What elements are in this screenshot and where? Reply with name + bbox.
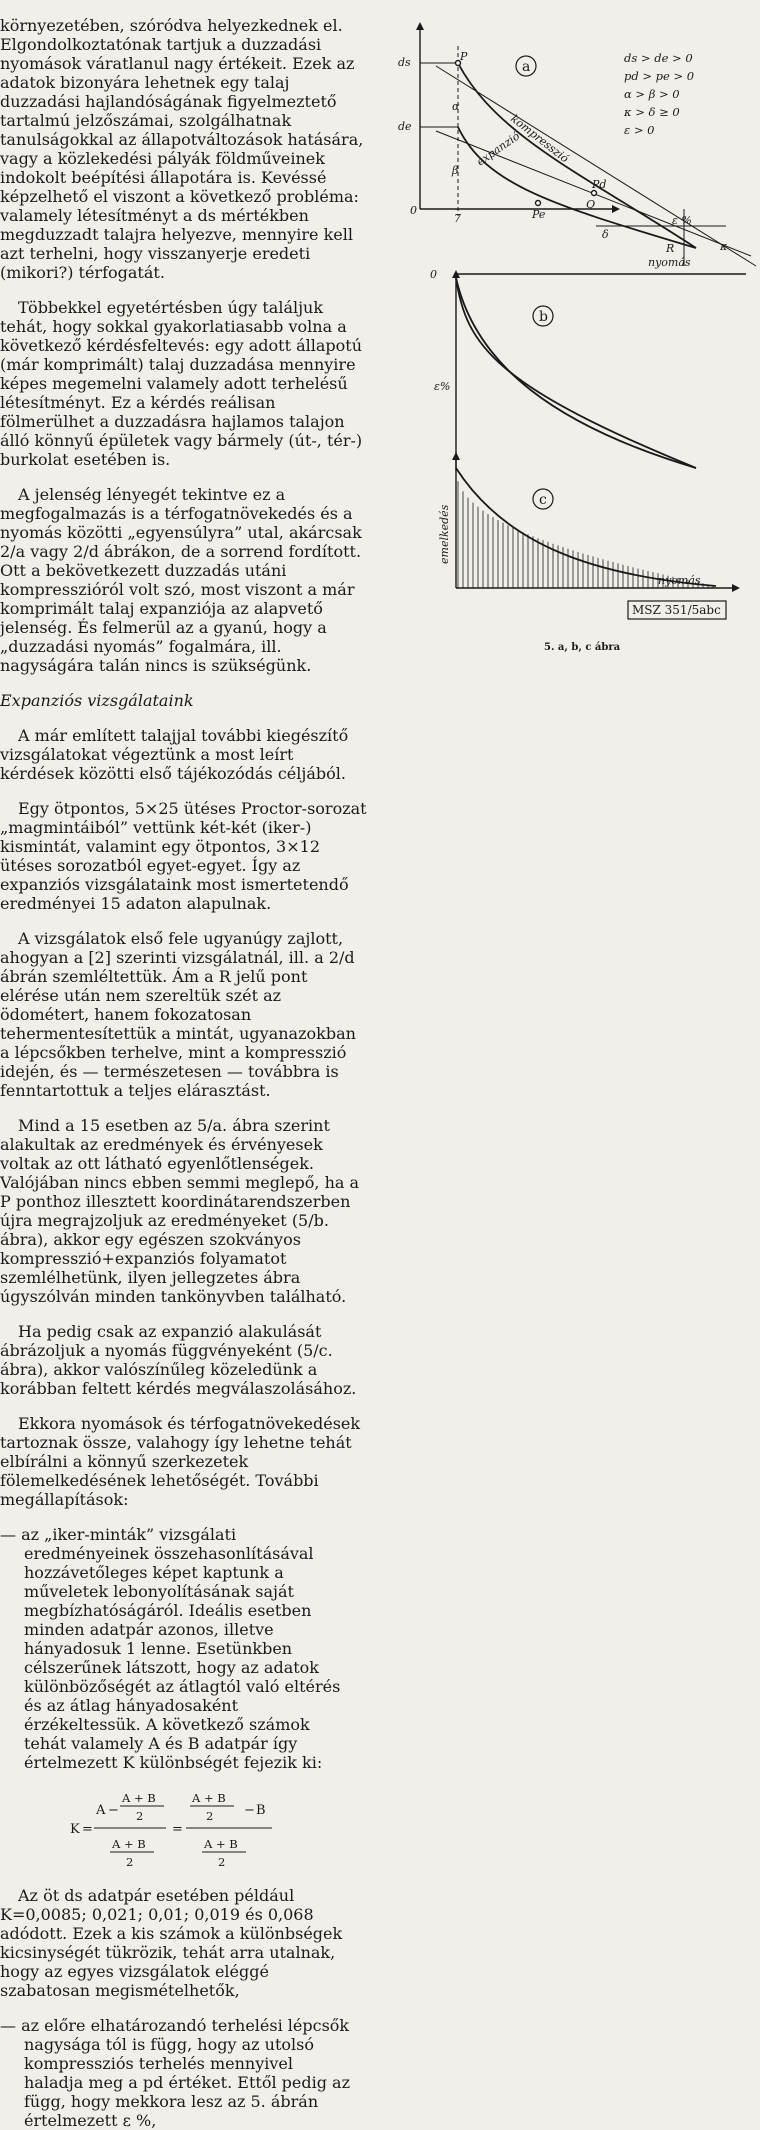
- pe-label: Pe: [532, 208, 546, 221]
- formula-sum-4: A + B: [204, 1837, 238, 1851]
- b-expansion-curve: [456, 278, 696, 468]
- c-x-arrow: [732, 584, 740, 592]
- delta-label: δ: [602, 228, 609, 241]
- b-origin-label: 0: [430, 268, 437, 281]
- formula-b: B: [256, 1803, 266, 1818]
- seven-label: 7: [454, 212, 461, 225]
- formula-k: K: [70, 1822, 80, 1837]
- panel-b-label: b: [539, 309, 548, 325]
- q-label: Q: [586, 198, 596, 211]
- kompresszio-label: kompresszió: [508, 112, 572, 166]
- formula-a-1: A: [96, 1803, 106, 1818]
- nyomas-label-a: nyomás: [648, 256, 691, 269]
- a-x-arrow: [612, 205, 620, 213]
- msz-label: MSZ 351/5abc: [632, 603, 721, 617]
- k-formula: [0, 1788, 354, 1870]
- c-y-arrow: [452, 452, 460, 460]
- formula-two-4: 2: [218, 1855, 226, 1869]
- formula-sum-3: A + B: [192, 1791, 226, 1805]
- formula-two-3: 2: [206, 1809, 214, 1823]
- expanzio-label: expanzió: [474, 129, 523, 169]
- left-paragraph-8: Mind a 15 esetben az 5/a. ábra szerint alakultak az eredmények és érvényesek voltak az ott látható egyenlőtlenségek. Valójában nincs ebben semmi meglepő, ha a P ponthoz illesztett koordinátarendszerben újra megrajzoljuk az eredményeket (5/b. ábra), akkor egy egészen szokványos kompresszió+expanziós folyamatot szemlélhetünk, ilyen jellegzetes ábra úgyszólván minden tankönyvben található.: [0, 1116, 360, 1306]
- left-paragraph-6: Egy ötpontos, 5×25 ütéses Proctor-sorozat „magmintáiból” vettünk két-két (iker-) kismintát, valamint egy ötpontos, 3×12 ütéses sorozatból egyet-egyet. Így az expanziós vizsgálataink most ismertetendő eredményei 15 adaton alapulnak.: [0, 799, 367, 913]
- panel-c-label: c: [539, 492, 547, 508]
- de-label: de: [398, 120, 412, 133]
- pd-label: Pd: [592, 178, 607, 191]
- left-paragraph-3: A jelenség lényegét tekintve ez a megfogalmazás is a térfogatnövekedés és a nyomás közötti „egyensúlyra” utal, akárcsak 2/a vagy 2/d ábrákon, de a sorrend fordított. Ott a bekövetkezett duzzadás utáni kompresszióról volt szó, most viszont a már komprimált talaj expanziója az alapvető jelenség. És felmerül az a gyanú, hogy a „duzzadási nyomás” fogalmára, ill. nagyságára talán nincs is szükségünk.: [0, 485, 362, 675]
- inequality-2: pd > pe > 0: [624, 69, 695, 83]
- origin-label: 0: [410, 204, 417, 217]
- right-paragraph-1: — az „iker-minták” vizsgálati eredményeinek összehasonlításával hozzávetőleges képet kaptunk a műveletek lebonyolításának saját megbízhatóságáról. Ideális esetben minden adatpár azonos, illetve hányadosuk 1 lenne. Esetünkben célszerűnek látszott, hogy az adatok különbözőségét az átlagtól való eltérés és az átlag hányadosaként érzékeltessük. A következő számok tehát valamely A és B adatpár így értelmezett K különbségét fejezik ki:: [0, 1525, 341, 1772]
- left-paragraph-1: környezetében, szóródva helyezkednek el. Elgondolkoztatónak tartjuk a duzzadási nyomások váratlanul nagy értékeit. Ezek az adatok bizonyára lehetnek egy talaj duzzadási hajlandóságának figyelmeztető tartalmú jelzőszámai, szolgálhatnak tanulságokkal az állapotváltozások hatására, vagy a közlekedési pályák földműveinek indokolt beépítési állapotára is. Kevéssé képzelhető el viszont a következő probléma: valamely létesítményt a ds mértékben megduzzadt talajra helyezve, mennyire kell azt terhelni, hogy visszanyerje eredeti (mikori?) térfogatát.: [0, 16, 364, 282]
- inequalities: [623, 51, 694, 137]
- c-hatching: [458, 481, 713, 588]
- figure-svg: [396, 16, 760, 656]
- left-paragraph-2: Többekkel egyetértésben úgy találjuk tehát, hogy sokkal gyakorlatiasabb volna a következő kérdésfeltevés: egy adott állapotú (már komprimált) talaj duzzadása mennyire képes megemelni valamely adott terhelésű létesítményt. Ez a kérdés reálisan fölmerülhet a duzzadásra hajlamos talajon álló könnyű épületek vagy bármely (út-, tér-) burkolat esetében is.: [0, 298, 363, 469]
- c-curve: [456, 468, 716, 586]
- beta-label: β: [452, 164, 459, 177]
- nyomas-label-c: nyomás: [658, 574, 701, 587]
- left-paragraph-7: A vizsgálatok első fele ugyanúgy zajlott, ahogyan a [2] szerinti vizsgálatnál, ill. a 2/d ábrán szemléltettük. Ám a R jelű pont elérése után nem szereltük szét az ödométert, hanem fokozatosan tehermentesítettük a mintát, ugyanazokban a lépcsőkben terhelve, mint a kompresszió idején, és — természetesen — továbbra is fenntartottuk a teljes elárasztást.: [0, 929, 356, 1100]
- a-y-arrow: [416, 22, 424, 30]
- alpha-label: α: [452, 100, 460, 113]
- p-label: P: [460, 50, 468, 63]
- inequality-1: ds > de > 0: [624, 51, 693, 65]
- figure-5: [396, 16, 760, 656]
- inequality-4: κ > δ ≥ 0: [624, 105, 680, 119]
- left-paragraph-9: Ha pedig csak az expanzió alakulását ábrázoljuk a nyomás függvényeként (5/c. ábra), akkor valószínűleg közeledünk a korábban feltett kérdés megválaszolásához.: [0, 1322, 357, 1398]
- point-pd: [592, 191, 597, 196]
- left-column: [0, 16, 368, 1509]
- right-paragraph-3: — az előre elhatározandó terhelési lépcsők nagysága tól is függ, hogy az utolsó kompressziós terhelés mennyivel haladja meg a pd értéket. Ettől pedig az függ, hogy mekkora lesz az 5. ábrán értelmezett ε %,: [0, 2016, 351, 2130]
- formula-sum-2: A + B: [112, 1837, 146, 1851]
- formula-sum-1: A + B: [122, 1791, 156, 1805]
- formula-eq-2: =: [172, 1822, 183, 1837]
- b-compression-curve: [456, 278, 696, 468]
- r-label: R: [666, 242, 675, 255]
- formula-two-1: 2: [136, 1809, 144, 1823]
- formula-minus-2: −: [244, 1803, 255, 1818]
- eps-b-label: ε%: [434, 380, 451, 393]
- panel-a-label: a: [522, 59, 531, 75]
- inequality-3: α > β > 0: [624, 87, 680, 101]
- formula-two-2: 2: [126, 1855, 134, 1869]
- formula-minus-1: −: [108, 1803, 119, 1818]
- left-paragraph-5: A már említett talajjal további kiegészítő vizsgálatokat végeztünk a most leírt kérdések közötti első tájékozódás céljából.: [0, 726, 349, 783]
- left-paragraph-10: Ekkora nyomások és térfogatnövekedések tartoznak össze, valahogy így lehetne tehát elbírálni a könnyű szerkezetek fölemelkedésének lehetőségét. További megállapítások:: [0, 1414, 361, 1509]
- section-heading: Expanziós vizsgálataink: [0, 691, 194, 710]
- ds-label: ds: [398, 56, 411, 69]
- kappa-label: κ: [720, 240, 728, 253]
- formula-eq-1: =: [82, 1822, 93, 1837]
- k-formula-svg: [0, 1788, 354, 1870]
- eps-label: ε %: [672, 214, 692, 227]
- figure-caption: 5. a, b, c ábra: [544, 642, 621, 653]
- emelkedes-label: emelkedés: [438, 504, 451, 564]
- right-paragraph-2: Az öt ds adatpár esetében például K=0,0085; 0,021; 0,01; 0,019 és 0,068 adódott. Ezek a kis számok a különbségek kicsinységét tükrözik, tehát arra utalnak, hogy az egyes vizsgálatok eléggé szabatosan megismételhetők,: [0, 1886, 343, 2000]
- inequality-5: ε > 0: [624, 123, 655, 137]
- right-column: [0, 1525, 354, 2130]
- point-pe: [536, 201, 541, 206]
